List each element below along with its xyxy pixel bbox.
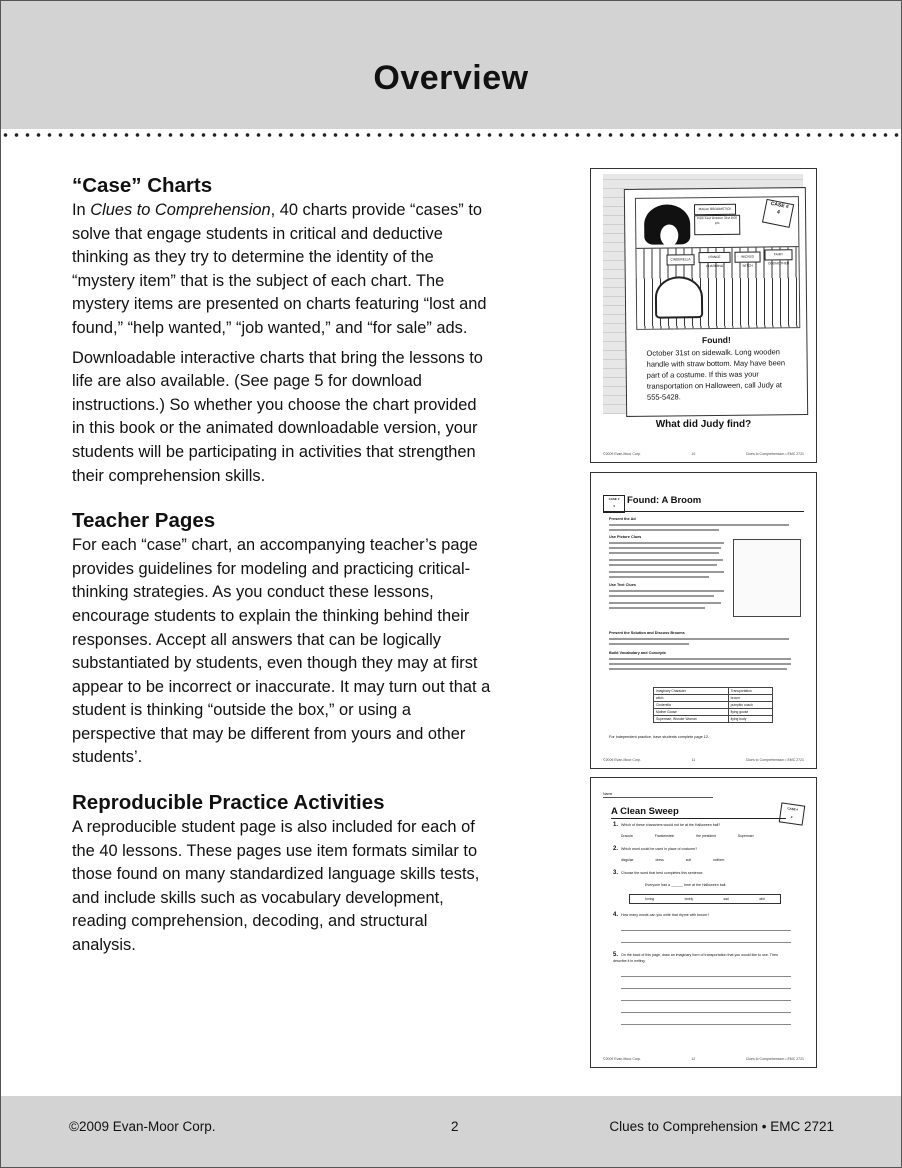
answer-line: [621, 1000, 791, 1001]
option: sad: [723, 897, 729, 901]
section-heading: “Case” Charts: [72, 174, 213, 197]
option: Superman: [737, 834, 754, 838]
question: [613, 912, 709, 918]
footer-copyright: ©2009 Evan-Moor Corp.: [603, 758, 641, 762]
option: Dracula: [621, 834, 633, 838]
option: suit: [685, 858, 692, 862]
question: [613, 870, 704, 876]
section-paragraph: Downloadable interactive charts that bring the lessons to life are also available. (See page 5 for download instructions.) So whether you choose the chart provided in this book or the animated downloadable version, your students will be participating in activities that strengthen their comprehension skills.: [72, 348, 483, 485]
text-line: [609, 663, 791, 665]
table-cell: witch: [654, 695, 729, 702]
text-line: [609, 643, 689, 645]
option: Frankenstein: [654, 834, 675, 838]
section-heading: Teacher Pages: [72, 509, 216, 533]
footer-title: Clues to Comprehension • EMC 2721: [745, 758, 804, 762]
text-line: [609, 602, 721, 604]
found-title: Found!: [701, 334, 731, 346]
case-number: 4: [613, 504, 615, 508]
answer-line: [621, 1024, 791, 1025]
section-practice-activities: [72, 790, 492, 958]
paragraph-text: , 40 charts provide “cases” to solve that engage students in critical and deductive thinking as they try to determine the identity of the “mystery item” that is the subject of each chart. The mystery items are presented on charts featuring “lost and found,” “help wanted,” “job wanted,” and “for sale” ads.: [72, 201, 487, 337]
case-number: 4: [790, 814, 793, 820]
answer-options: [621, 858, 724, 862]
table-cell: pumpkin coach: [728, 702, 772, 709]
subheading: Use Text Clues: [609, 583, 636, 587]
section-heading: Reproducible Practice Activities: [72, 791, 385, 815]
question-number: 5.: [613, 952, 619, 958]
divider: [611, 818, 786, 819]
section-paragraph: A reproducible student page is also included for each of the 40 lessons. These pages use item formats similar to those found on many standardized language skills tests, and include skills such as vocabulary development, reading comprehension, decoding, and structural analysis.: [72, 818, 480, 955]
question-number: 4.: [613, 912, 619, 918]
pumpkin-coach-icon: [655, 276, 703, 319]
text-line: [609, 547, 721, 549]
cat-icon: [660, 224, 678, 246]
chart-question: What did Judy find?: [655, 419, 752, 430]
section-case-charts: [72, 173, 492, 488]
case-tag: [762, 199, 794, 228]
table-cell: flying goose: [728, 709, 772, 716]
option: uniform: [713, 858, 725, 862]
table-cell: Superman, Wonder Woman: [654, 716, 729, 723]
subheading: Present the Solution and Discuss Brooms: [609, 631, 685, 635]
word-box: [629, 894, 781, 904]
question-number: 3.: [613, 870, 619, 876]
case-label: CASE #: [608, 497, 620, 501]
sign: Park Fest October 31st 8:00 pm: [694, 215, 740, 235]
footer-copyright: ©2009 Evan-Moor Corp.: [603, 452, 641, 456]
option: lonely: [684, 897, 694, 901]
text-line: [609, 668, 787, 670]
thumb-footer: [603, 758, 804, 762]
thumbnail-teacher-page: [590, 472, 817, 769]
book-title: Clues to Comprehension: [90, 201, 271, 219]
page-title: Overview: [373, 59, 529, 97]
text-line: [609, 571, 724, 573]
case-tag: [779, 802, 806, 825]
text-line: [609, 607, 705, 609]
vocab-table: [653, 687, 773, 723]
closing-note: For independent practice, have students complete page 12.: [609, 735, 710, 739]
footer-page: 10: [691, 452, 696, 456]
question-sentence: Everyone had a ______ time at the Halloween ball.: [645, 883, 727, 887]
brick-wall: [603, 174, 803, 414]
dotted-divider: [0, 132, 902, 138]
halloween-illustration: [635, 196, 800, 330]
thumb-title: A Clean Sweep: [611, 806, 679, 817]
answer-line: [621, 976, 791, 977]
thumb-footer: [603, 452, 804, 456]
footer-book-title: Clues to Comprehension • EMC 2721: [609, 1119, 834, 1134]
option: disguise: [621, 858, 634, 862]
subheading: Build Vocabulary and Concepts: [609, 651, 666, 655]
text-line: [609, 638, 789, 640]
option: wild: [759, 897, 765, 901]
option: boring: [645, 897, 655, 901]
answer-line: [621, 942, 791, 943]
text-line: [609, 576, 709, 578]
subheading: Use Picture Clues: [609, 535, 642, 539]
section-teacher-pages: [72, 508, 492, 770]
text-line: [609, 564, 717, 566]
case-number: 4: [776, 209, 781, 216]
table-cell: broom: [728, 695, 772, 702]
text-line: [609, 542, 724, 544]
found-flyer: [624, 187, 808, 417]
footer-copyright: ©2009 Evan-Moor Corp.: [69, 1119, 216, 1134]
case-label: CASE #: [787, 806, 799, 812]
question-text: Which of these characters would not be at the Halloween ball?: [621, 823, 721, 827]
main-text: [72, 173, 492, 964]
case-label: CASE #: [770, 200, 790, 211]
option: dress: [655, 858, 664, 862]
text-line: [609, 595, 714, 597]
sign: MAGIC BROOMSTICK: [694, 204, 736, 215]
question: [613, 846, 697, 852]
question: [613, 822, 720, 828]
found-text: October 31st on sidewalk. Long wooden handle with straw bottom. May have been part of a costume. If this was your transportation on Halloween, call Judy at 555-5428.: [646, 347, 786, 402]
option: the president: [696, 834, 716, 838]
footer-title: Clues to Comprehension • EMC 2721: [745, 1057, 804, 1061]
footer-title: Clues to Comprehension • EMC 2721: [745, 452, 804, 456]
question-text: Choose the word that best completes this sentence.: [621, 871, 704, 875]
text-line: [609, 529, 719, 531]
question-number: 1.: [613, 822, 619, 828]
question-text: On the back of this page, draw an imaginary form of transportation that you would like to use. Then describe it in writing.: [613, 953, 778, 963]
footer-page: 12: [691, 1057, 696, 1061]
page-number: 2: [451, 1119, 459, 1134]
sign: CINDERELLA: [667, 254, 695, 265]
question: [613, 952, 788, 964]
text-line: [609, 524, 789, 526]
page-footer: [1, 1096, 901, 1167]
thumb-title: Found: A Broom: [627, 495, 702, 506]
section-paragraph: For each “case” chart, an accompanying teacher’s page provides guidelines for modeling and practicing critical-thinking strategies. As you conduct these lessons, encourage students to explain the thinking behind their responses. Accept all answers that can be logically substantiated by students, even though they may at first appear to be incorrect or inaccurate. It may turn out that a student is thinking “outside the box,” or using a perspective that may be different from yours and other students’.: [72, 536, 491, 767]
table-cell: Cinderella: [654, 702, 729, 709]
question-text: Which word could be used in place of costume?: [621, 847, 698, 851]
text-line: [609, 590, 724, 592]
thumbnail-case-chart: [590, 168, 817, 463]
name-line: Name: [603, 792, 713, 798]
page-header: [1, 1, 901, 129]
subheading: Present the Ad: [609, 517, 636, 521]
divider: [603, 511, 804, 512]
answer-line: [621, 1012, 791, 1013]
moon-icon: [644, 204, 690, 244]
text-line: [609, 559, 723, 561]
paragraph-text: In: [72, 201, 91, 219]
table-header: Transportation: [728, 688, 772, 695]
footer-page: 11: [691, 758, 696, 762]
thumb-footer: [603, 1057, 804, 1061]
text-line: [609, 658, 791, 660]
footer-copyright: ©2009 Evan-Moor Corp.: [603, 1057, 641, 1061]
sign: WICKED WITCH: [734, 252, 760, 263]
question-text: How many words can you write that rhyme with broom?: [621, 913, 710, 917]
text-line: [609, 552, 719, 554]
sign: PRINCE CHARMING: [698, 252, 730, 263]
section-paragraph: [72, 199, 492, 341]
mini-chart-image: [733, 539, 801, 617]
table-header: Imaginary Character: [654, 688, 729, 695]
sign: FAIRY GODMOTHER: [764, 249, 792, 260]
answer-options: [621, 834, 754, 838]
question-number: 2.: [613, 846, 619, 852]
answer-line: [621, 988, 791, 989]
thumbnail-practice-page: [590, 777, 817, 1068]
table-cell: Mother Goose: [654, 709, 729, 716]
table-cell: flying body: [728, 716, 772, 723]
answer-line: [621, 930, 791, 931]
